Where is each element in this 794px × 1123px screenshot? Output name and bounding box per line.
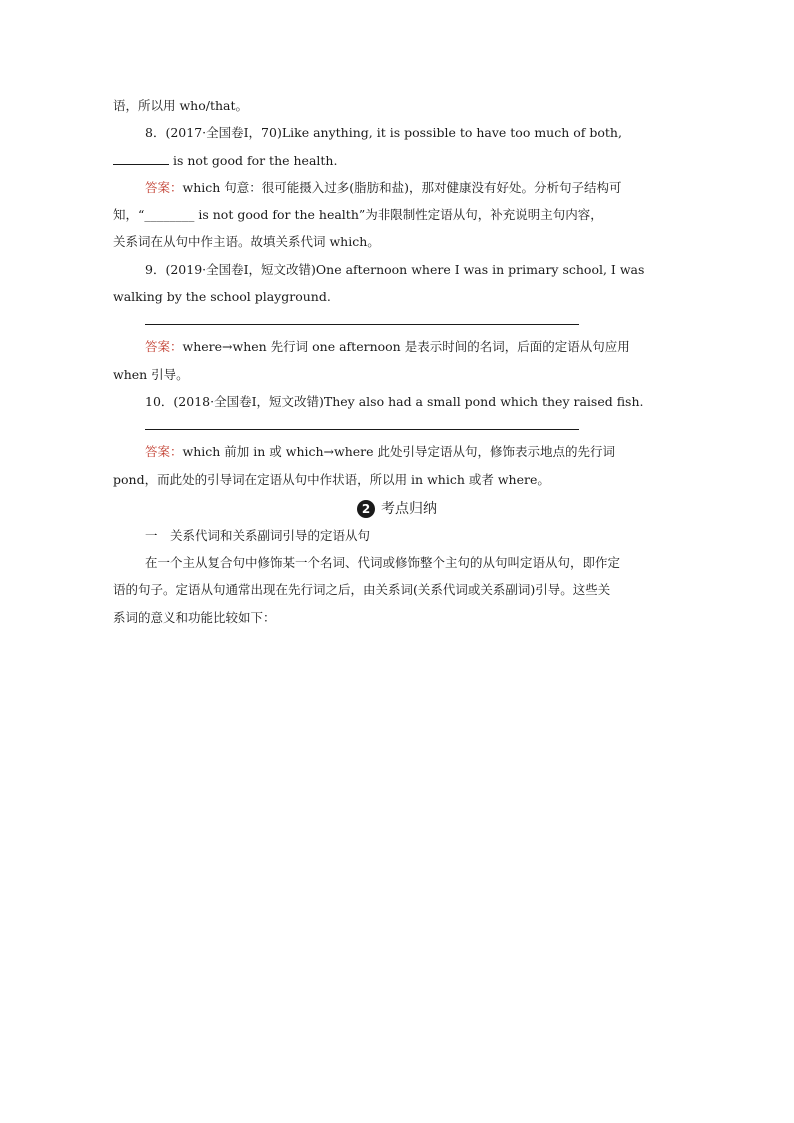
question-10-line1: 10．(2018·全国卷Ⅰ，短文改错)They also had a small pond which they raised fish. xyxy=(145,393,644,409)
answer-line-rule xyxy=(145,324,579,325)
subsection-heading: 一 关系代词和关系副词引导的定语从句 xyxy=(145,527,371,543)
paragraph-line2: 语的句子。定语从句通常出现在先行词之后，由关系词(关系代词或关系副词)引导。这些关 xyxy=(113,582,611,598)
document-page xyxy=(113,92,681,631)
answer-9-line1 xyxy=(113,333,681,360)
question-8-line2-text: is not good for the health. xyxy=(169,152,338,168)
answer-label: 答案： xyxy=(145,444,183,460)
section-title: 考点归纳 xyxy=(381,500,437,517)
section-heading xyxy=(113,495,681,522)
answer-8-line3: 关系词在从句中作主语。故填关系代词 which。 xyxy=(113,234,380,250)
question-9-line1: 9．(2019·全国卷Ⅰ，短文改错)One afternoon where I was in primary school, I was xyxy=(145,261,645,277)
answer-10-line1 xyxy=(113,438,681,465)
answer-label: 答案： xyxy=(145,339,183,355)
answer-9-line2: when 引导。 xyxy=(113,366,189,382)
answer-10-line2: pond，而此处的引导词在定语从句中作状语，所以用 in which 或者 where。 xyxy=(113,471,550,487)
answer-label: 答案： xyxy=(145,179,183,195)
question-8-line1: 8．(2017·全国卷Ⅰ，70)Like anything, it is possible to have too much of both, xyxy=(145,125,622,141)
answer-8-text: which 句意：很可能摄入过多(脂肪和盐)，那对健康没有好处。分析句子结构可 xyxy=(182,179,622,195)
section-number-badge: 2 xyxy=(357,500,375,518)
blank-underline xyxy=(113,152,169,165)
question-9-line2: walking by the school playground. xyxy=(113,289,331,305)
paragraph-line3: 系词的意义和功能比较如下： xyxy=(113,609,276,625)
answer-8-line2: 知，“________ is not good for the health”为非限制性定语从句，补充说明主句内容， xyxy=(113,207,603,223)
answer-line-rule xyxy=(145,429,579,430)
text-line: 语，所以用 who/that。 xyxy=(113,98,249,113)
answer-8-line1 xyxy=(113,174,681,201)
question-8-line2 xyxy=(113,147,681,174)
answer-10-text: which 前加 in 或 which→where 此处引导定语从句，修饰表示地点的先行词 xyxy=(182,444,616,460)
answer-9-text: where→when 先行词 one afternoon 是表示时间的名词，后面的定语从句应用 xyxy=(182,339,630,355)
paragraph-line1: 在一个主从复合句中修饰某一个名词、代词或修饰整个主句的从句叫定语从句，即作定 xyxy=(145,555,621,571)
